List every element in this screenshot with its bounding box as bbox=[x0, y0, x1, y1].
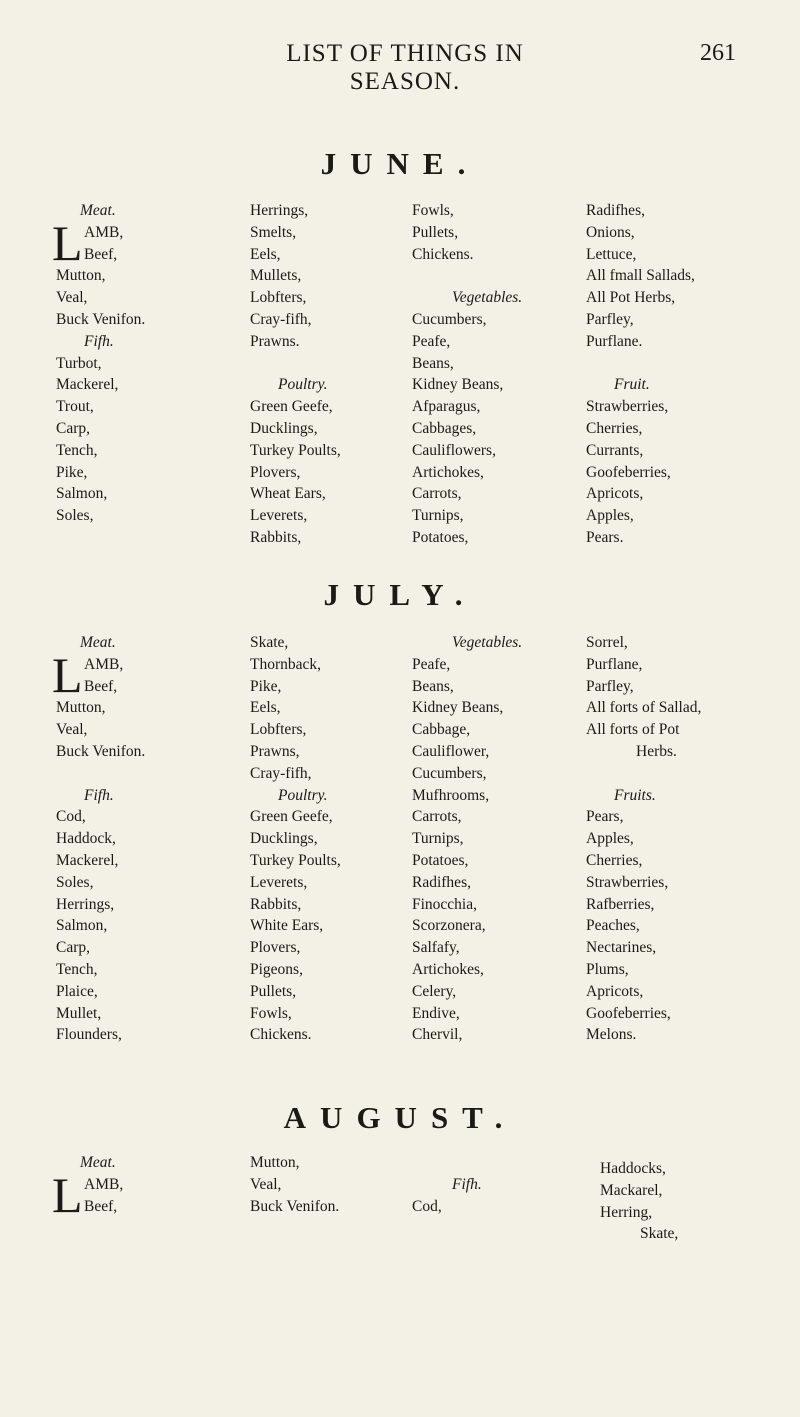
list-item: Leverets, bbox=[250, 507, 308, 525]
list-item: Pears. bbox=[586, 528, 624, 546]
list-item: Purflane, bbox=[586, 655, 643, 673]
list-item: Lobfters, bbox=[250, 289, 307, 307]
list-item: Ducklings, bbox=[250, 830, 318, 848]
list-item: Flounders, bbox=[56, 1026, 122, 1044]
list-item: Artichokes, bbox=[412, 463, 484, 481]
list-item: Mutton, bbox=[250, 1154, 300, 1171]
list-item: Onions, bbox=[586, 223, 635, 241]
list-item: Salfafy, bbox=[412, 939, 460, 957]
list-item: Plums, bbox=[586, 960, 629, 978]
august-meat-dropcap: L bbox=[52, 1167, 83, 1223]
list-item: Turbot, bbox=[56, 354, 102, 372]
list-item: Thornback, bbox=[250, 655, 322, 673]
list-item: Cauliflower, bbox=[412, 742, 490, 760]
list-item: Finocchia, bbox=[412, 895, 477, 913]
july-meat-dropcap: L bbox=[52, 647, 83, 703]
list-item: Trout, bbox=[56, 398, 94, 416]
list-item: Wheat Ears, bbox=[250, 485, 326, 503]
list-item: Pike, bbox=[56, 463, 88, 481]
list-item: Cray-fifh, bbox=[250, 764, 312, 782]
august-col-4 bbox=[600, 1158, 678, 1245]
list-item: Turnips, bbox=[412, 507, 464, 525]
list-item: Leverets, bbox=[250, 873, 308, 891]
july-vegetables-label: Vegetables. bbox=[452, 634, 523, 651]
list-item: Ducklings, bbox=[250, 419, 318, 437]
list-item: Cray-fifh, bbox=[250, 310, 312, 328]
list-item: Buck Venifon. bbox=[56, 742, 146, 760]
list-item: Cauliflowers, bbox=[412, 441, 496, 459]
list-item: Afparagus, bbox=[412, 398, 481, 416]
list-item: Potatoes, bbox=[412, 528, 469, 546]
list-item: Lettuce, bbox=[586, 245, 637, 263]
list-item: Carrots, bbox=[412, 808, 462, 826]
august-meat-label: Meat. bbox=[80, 1154, 116, 1171]
june-poultry-label: Poultry. bbox=[278, 376, 328, 394]
list-item: Haddocks, bbox=[600, 1160, 666, 1177]
list-item: Lobfters, bbox=[250, 721, 307, 739]
list-item: Green Geefe, bbox=[250, 808, 333, 826]
list-item: Prawns, bbox=[250, 742, 300, 760]
list-item: Radifhes, bbox=[586, 202, 645, 219]
list-item: Sorrel, bbox=[586, 634, 628, 651]
july-col-4 bbox=[586, 632, 701, 1046]
august-col-3 bbox=[412, 1174, 482, 1218]
june-meat-label: Meat. bbox=[80, 202, 116, 219]
list-item: Green Geefe, bbox=[250, 398, 333, 416]
list-item: Pike, bbox=[250, 677, 282, 695]
page-number: 261 bbox=[700, 40, 736, 66]
july-fish-label: Fifh. bbox=[84, 786, 114, 804]
list-item: Veal, bbox=[56, 289, 88, 307]
list-item: Turkey Poults, bbox=[250, 851, 341, 869]
list-item: Radifhes, bbox=[412, 873, 471, 891]
list-item: Apricots, bbox=[586, 485, 644, 503]
august-fish-label: Fifh. bbox=[452, 1175, 482, 1193]
list-item: Skate, bbox=[640, 1225, 679, 1243]
list-item: Eels, bbox=[250, 699, 281, 717]
list-item: Soles, bbox=[56, 873, 94, 891]
list-item: Veal, bbox=[250, 1175, 282, 1193]
spacer bbox=[412, 265, 522, 287]
list-item: Rabbits, bbox=[250, 895, 302, 913]
june-vegetables-label: Vegetables. bbox=[452, 289, 523, 307]
list-item: Chickens. bbox=[412, 245, 474, 263]
july-meat-second: Beef, bbox=[84, 677, 118, 695]
list-item: Fowls, bbox=[412, 202, 454, 219]
list-item: Mullets, bbox=[250, 267, 302, 285]
spacer bbox=[250, 353, 341, 375]
july-poultry-label: Poultry. bbox=[278, 786, 328, 804]
june-meat-dropcap: L bbox=[52, 215, 83, 271]
june-fish-label: Fifh. bbox=[84, 332, 114, 350]
list-item: Peaches, bbox=[586, 917, 640, 935]
list-item: Skate, bbox=[250, 634, 289, 651]
list-item: Peafe, bbox=[412, 332, 451, 350]
july-col-3 bbox=[412, 632, 522, 1046]
list-item: Scorzonera, bbox=[412, 917, 486, 935]
list-item: Kidney Beans, bbox=[412, 699, 504, 717]
list-item: Soles, bbox=[56, 507, 94, 525]
month-heading-july: JULY. bbox=[323, 577, 477, 612]
month-heading-august: AUGUST. bbox=[283, 1100, 517, 1135]
list-item: Chervil, bbox=[412, 1026, 463, 1044]
list-item: Mackerel, bbox=[56, 851, 119, 869]
list-item: Kidney Beans, bbox=[412, 376, 504, 394]
list-item: Parfley, bbox=[586, 310, 634, 328]
list-item: Potatoes, bbox=[412, 851, 469, 869]
list-item: Carp, bbox=[56, 419, 91, 437]
list-item: Smelts, bbox=[250, 223, 297, 241]
list-item: Mackarel, bbox=[600, 1181, 663, 1199]
list-item: Pigeons, bbox=[250, 960, 303, 978]
list-item: Apricots, bbox=[586, 982, 644, 1000]
list-item: Carp, bbox=[56, 939, 91, 957]
list-item: All forts of Pot bbox=[586, 721, 680, 739]
list-item: Beans, bbox=[412, 354, 454, 372]
list-item: Chickens. bbox=[250, 1026, 312, 1044]
list-item: Cabbage, bbox=[412, 721, 471, 739]
month-heading-june: JUNE. bbox=[320, 146, 480, 181]
list-item: All forts of Sallad, bbox=[586, 699, 702, 717]
july-meat-list bbox=[56, 697, 145, 1046]
july-meat-label: Meat. bbox=[80, 634, 116, 651]
running-title: LIST OF THINGS IN SEASON. bbox=[286, 40, 524, 95]
list-item: Plaice, bbox=[56, 982, 98, 1000]
list-item: Mackerel, bbox=[56, 376, 119, 394]
list-item: Apples, bbox=[586, 830, 634, 848]
july-fruits-label: Fruits. bbox=[614, 786, 656, 804]
july-col-2 bbox=[250, 632, 341, 1046]
july-meat-first: AMB, bbox=[84, 655, 124, 673]
list-item: Rafberries, bbox=[586, 895, 655, 913]
june-col-2 bbox=[250, 200, 341, 549]
list-item: Tench, bbox=[56, 441, 98, 459]
running-header bbox=[0, 40, 800, 95]
list-item: Turkey Poults, bbox=[250, 441, 341, 459]
list-item: Carrots, bbox=[412, 485, 462, 503]
june-fruit-label: Fruit. bbox=[614, 376, 650, 394]
list-item: Plovers, bbox=[250, 939, 301, 957]
list-item: Cod, bbox=[412, 1197, 442, 1215]
spacer bbox=[586, 353, 695, 375]
list-item: Mufhrooms, bbox=[412, 786, 490, 804]
list-item: Cabbages, bbox=[412, 419, 477, 437]
list-item: Mullet, bbox=[56, 1004, 102, 1022]
list-item: All fmall Sallads, bbox=[586, 267, 695, 285]
list-item: Nectarines, bbox=[586, 939, 657, 957]
list-item: Peafe, bbox=[412, 655, 451, 673]
list-item: Eels, bbox=[250, 245, 281, 263]
list-item: Haddock, bbox=[56, 830, 116, 848]
list-item: Goofeberries, bbox=[586, 1004, 671, 1022]
list-item: Cherries, bbox=[586, 851, 643, 869]
june-col-3 bbox=[412, 200, 522, 549]
list-item: Herring, bbox=[600, 1203, 653, 1221]
list-item: Cucumbers, bbox=[412, 764, 487, 782]
list-item: Herrings, bbox=[250, 202, 309, 219]
list-item: Salmon, bbox=[56, 917, 108, 935]
list-item: Celery, bbox=[412, 982, 457, 1000]
june-meat-first: AMB, bbox=[84, 223, 124, 241]
list-item: Buck Venifon. bbox=[250, 1197, 340, 1215]
list-item: Herbs. bbox=[636, 742, 677, 760]
list-item: All Pot Herbs, bbox=[586, 289, 676, 307]
list-item: Artichokes, bbox=[412, 960, 484, 978]
list-item: Pears, bbox=[586, 808, 624, 826]
list-item: Mutton, bbox=[56, 267, 106, 285]
june-meat-second: Beef, bbox=[84, 245, 118, 263]
list-item: Veal, bbox=[56, 721, 88, 739]
list-item: Beans, bbox=[412, 677, 454, 695]
list-item: Salmon, bbox=[56, 485, 108, 503]
list-item: Goofeberries, bbox=[586, 463, 671, 481]
spacer bbox=[586, 763, 701, 785]
list-item: White Ears, bbox=[250, 917, 324, 935]
june-meat-list bbox=[56, 265, 145, 527]
august-meat-second: Beef, bbox=[84, 1197, 118, 1215]
list-item: Rabbits, bbox=[250, 528, 302, 546]
list-item: Parfley, bbox=[586, 677, 634, 695]
list-item: Strawberries, bbox=[586, 398, 669, 416]
list-item: Plovers, bbox=[250, 463, 301, 481]
list-item: Herrings, bbox=[56, 895, 115, 913]
list-item: Pullets, bbox=[250, 982, 297, 1000]
list-item: Cucumbers, bbox=[412, 310, 487, 328]
list-item: Pullets, bbox=[412, 223, 459, 241]
list-item: Turnips, bbox=[412, 830, 464, 848]
list-item: Tench, bbox=[56, 960, 98, 978]
list-item: Purflane. bbox=[586, 332, 643, 350]
list-item: Currants, bbox=[586, 441, 644, 459]
list-item: Strawberries, bbox=[586, 873, 669, 891]
list-item: Fowls, bbox=[250, 1004, 292, 1022]
list-item: Mutton, bbox=[56, 699, 106, 717]
list-item: Endive, bbox=[412, 1004, 460, 1022]
august-col-2 bbox=[250, 1152, 339, 1217]
list-item: Prawns. bbox=[250, 332, 300, 350]
june-col-4 bbox=[586, 200, 695, 549]
list-item: Buck Venifon. bbox=[56, 310, 146, 328]
spacer bbox=[56, 763, 145, 785]
august-meat-first: AMB, bbox=[84, 1175, 124, 1193]
list-item: Cherries, bbox=[586, 419, 643, 437]
list-item: Melons. bbox=[586, 1026, 637, 1044]
list-item: Apples, bbox=[586, 507, 634, 525]
list-item: Cod, bbox=[56, 808, 86, 826]
